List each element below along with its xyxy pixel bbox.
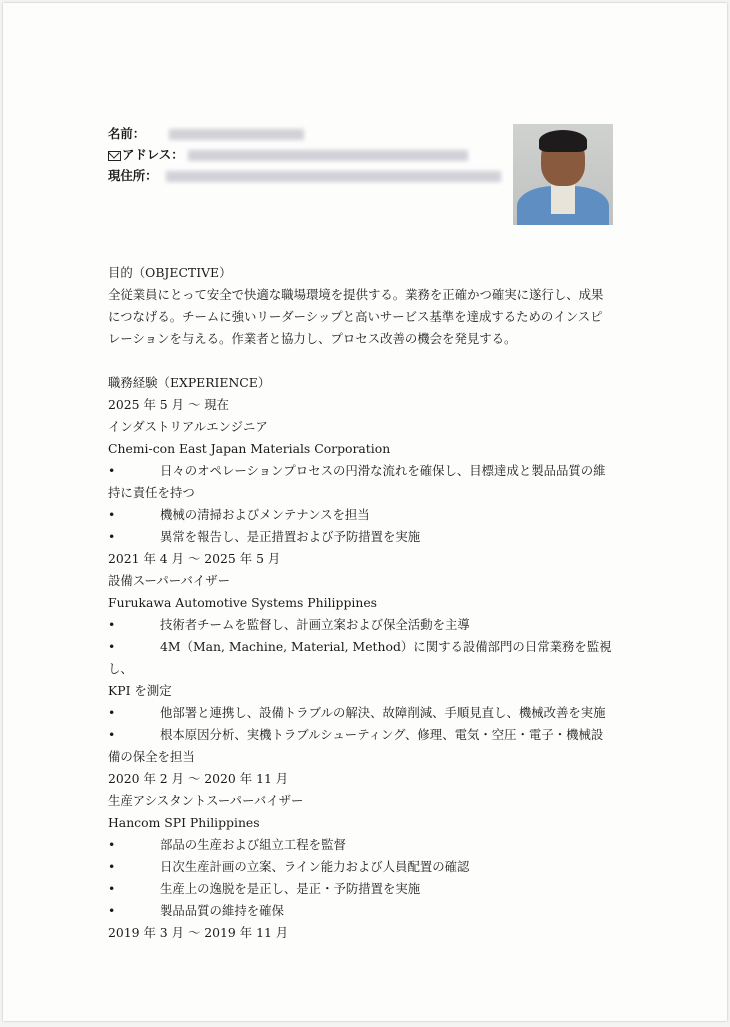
address-redacted: [188, 150, 468, 161]
job-title: 設備スーパーバイザー: [108, 573, 231, 588]
job-period: 2019 年 3 月 〜 2019 年 11 月: [108, 925, 289, 940]
job-bullet: • 生産上の逸脱を是正し、是正・予防措置を実施: [108, 881, 421, 896]
job-bullet: • 機械の清掃およびメンテナンスを担当: [108, 507, 370, 522]
job-bullet: • 部品の生産および組立工程を監督: [108, 837, 346, 852]
resume-page: [3, 3, 727, 1021]
job-bullet: • 他部署と連携し、設備トラブルの解決、故障削減、手順見直し、機械改善を実施: [108, 705, 606, 720]
job-bullet: • 根本原因分析、実機トラブルシューティング、修理、電気・空圧・電子・機械設: [108, 727, 604, 742]
residence-label: 現住所：: [108, 168, 158, 183]
residence-redacted: [166, 171, 501, 182]
job-period: 2020 年 2 月 〜 2020 年 11 月: [108, 771, 289, 786]
objective-line: 全従業員にとって安全で快適な職場環境を提供する。業務を正確かつ確実に遂行し、成果: [108, 287, 604, 302]
objective-line: レーションを与える。作業者と協力し、プロセス改善の機会を発見する。: [108, 331, 517, 346]
name-row: [108, 123, 628, 144]
job-bullet: • 日次生産計画の立案、ライン能力および人員配置の確認: [108, 859, 470, 874]
address-row: [108, 144, 628, 165]
job-company: Furukawa Automotive Systems Philippines: [108, 595, 378, 610]
resume-content: [108, 123, 628, 944]
job-bullet-cont: 備の保全を担当: [108, 749, 195, 764]
name-label: 名前：: [108, 126, 146, 141]
name-redacted: [169, 129, 304, 140]
residence-row: [108, 165, 628, 186]
job-bullet-cont: 持に責任を持つ: [108, 485, 195, 500]
address-label: アドレス：: [122, 147, 184, 162]
objective-text: [108, 284, 628, 350]
mail-icon: [108, 151, 121, 161]
job-bullet: • 製品品質の維持を確保: [108, 903, 284, 918]
experience-heading: 職務経験（EXPERIENCE）: [108, 375, 271, 390]
job-bullet: • 日々のオペレーションプロセスの円滑な流れを確保し、目標達成と製品品質の維: [108, 463, 606, 478]
job-title: 生産アシスタントスーパーバイザー: [108, 793, 304, 808]
job-bullet: • 4M（Man, Machine, Material, Method）に関する設備部門の日常業務を監視し、: [108, 639, 612, 676]
job-title: インダストリアルエンジニア: [108, 419, 268, 434]
job-period: 2025 年 5 月 〜 現在: [108, 397, 230, 412]
job-bullet: • 技術者チームを監督し、計画立案および保全活動を主導: [108, 617, 470, 632]
objective-line: につなげる。チームに強いリーダーシップと高いサービス基準を達成するためのインスピ: [108, 309, 603, 324]
job-company: Chemi-con East Japan Materials Corporation: [108, 441, 391, 456]
job-bullet-cont: KPI を測定: [108, 683, 172, 698]
objective-heading: 目的（OBJECTIVE）: [108, 265, 232, 280]
job-period: 2021 年 4 月 〜 2025 年 5 月: [108, 551, 281, 566]
job-bullet: • 異常を報告し、是正措置および予防措置を実施: [108, 529, 421, 544]
job-company: Hancom SPI Philippines: [108, 815, 260, 830]
